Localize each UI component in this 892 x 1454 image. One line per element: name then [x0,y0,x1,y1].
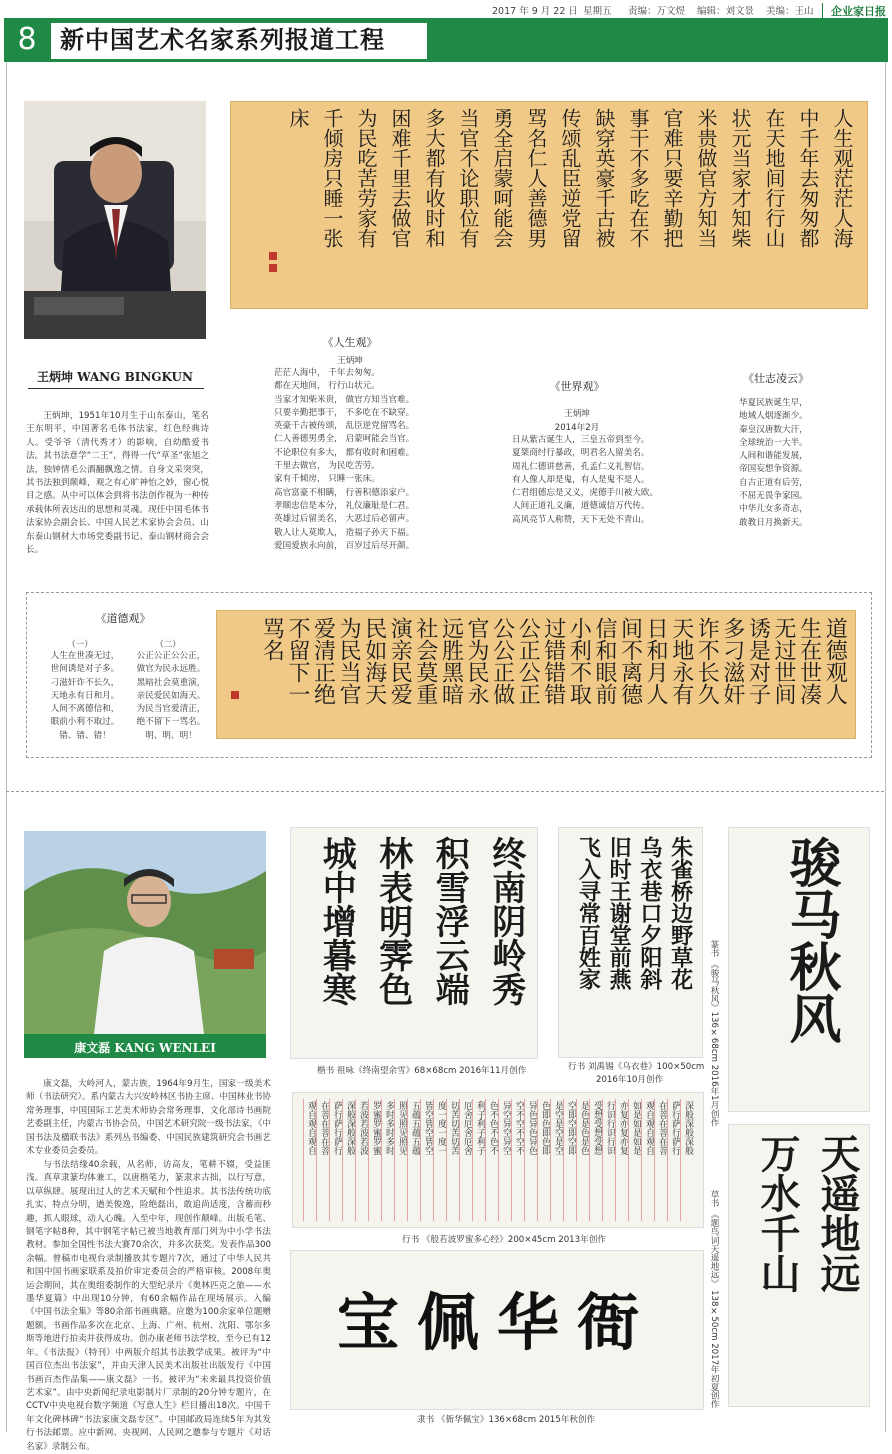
poem-body-zhuangzhi [739,397,839,530]
calligraphy-column: 公公正做 [489,617,515,705]
calligraphy-column: 状元当家才知柴 [728,108,752,248]
calligraphy-column: 度一度一度一 [436,1101,446,1155]
ruled-line [303,1099,304,1221]
seal-stamp [269,252,277,260]
ruled-line [602,1099,603,1221]
calligraphy-column: 如是如是如是 [631,1101,641,1155]
poem-line: 地域人烟逐渐少。 [739,411,808,422]
calligraphy-column: 间不离德 [617,617,643,705]
ruled-line [524,1099,525,1221]
calligraphy-column: 信和眼前 [591,617,617,705]
calligraphy-column: 萨行萨行萨行 [332,1101,342,1155]
artist1-name: 王炳坤 WANG BINGKUN [36,370,193,384]
calligraphy-column: 城中增暮寒 [316,836,357,1006]
poem-line: 仁人善德男勇全， 启蒙呵能会当官。 [274,434,415,445]
issue-date: 2017 年 9 月 22 日 [492,6,578,17]
calligraphy-column: 困难千里去做官 [388,108,412,248]
artwork-caption: 篆书 《骏马秋风》136×68cm 2016年1月创作 [709,940,719,1127]
calligraphy-column: 深般深般深般 [683,1101,693,1155]
poem-title-zhuangzhi: 《壮志凌云》 [743,372,809,385]
poem-line: 敬人让人莫欺人， 造福子孙天下福。 [274,527,415,538]
ruled-line [381,1099,382,1221]
poem-line: 高风亮节人称赞，天下无处不青山。 [512,514,650,525]
calligraphy-line: 宝佩华衙 [336,1286,657,1359]
calligraphy-column: 五蕴五蕴五蕴 [410,1101,420,1155]
ruled-line [498,1099,499,1221]
calligraphy-column: 在菩在菩在菩 [319,1101,329,1155]
calligraphy-column: 亦复亦复亦复 [618,1101,628,1155]
poem-line: 夏桀商纣行暴政，明君名人留美名。 [512,448,650,459]
calligraphy-column: 终南阴岭秀 [485,836,526,1006]
artwork-caption: 行书 《般若波罗蜜多心经》200×45cm 2013年创作 [402,1235,606,1245]
calligraphy-column: 色即色即色即 [540,1101,550,1155]
poem-title-renshengguan: 《人生观》 [322,336,378,349]
calligraphy-column: 切苦切苦切苦 [449,1101,459,1155]
poem-part-label: （二） [155,640,181,650]
poem-line: 人间不离德信和， [50,704,120,715]
artwork-caoshu [728,1124,870,1407]
artist2-name: 康文磊 KANG WENLEI [74,1041,216,1055]
calligraphy-column: 在天地间行行山 [762,108,786,248]
calligraphy-column: 官为民永 [464,617,490,705]
poem-line: 英雄过后留美名， 大恶过后必留声。 [274,514,415,525]
calligraphy-renshengguan [230,101,868,309]
calligraphy-column: 日和月人 [643,617,669,705]
calligraphy-column: 在菩在菩在菩 [657,1101,667,1155]
poem-line: 人间正道礼义廉，道德诚信万代传。 [512,501,650,512]
ruled-line [511,1099,512,1221]
poem-line: 高官富豪不相瞒， 行善积德添家户。 [274,487,415,498]
poem-line: 都在天地间， 行行山状元。 [274,381,380,392]
ruled-line [628,1099,629,1221]
ruled-line [407,1099,408,1221]
poem-line: 周礼仁德讲慈善，孔孟仁义礼智信。 [512,461,650,472]
poem-line: 日从紫古诞生人，三皇五帝到至今。 [512,435,650,445]
calligraphy-column: 万水千山 [754,1133,801,1293]
poem-line: 黑暗社会莫重演， [136,677,206,688]
seal-stamp [231,691,239,699]
calligraphy-column: 演亲民爱 [387,617,413,705]
editor-duty: 责编：万文煜 [628,6,686,17]
artwork-kaishu [290,827,538,1059]
calligraphy-column: 旧时王谢堂前燕 [606,836,633,990]
calligraphy-column: 观自观自观自 [644,1101,654,1155]
calligraphy-column: 深般深般深般 [345,1101,355,1155]
ruled-line [355,1099,356,1221]
artist1-bio: 王炳坤，1951年10月生于山东泰山，笔名王东明平，中国著名毛体书法家，红色经典诗人。受爷爷（清代秀才）的影响，自幼酷爱书法。其书法意学“二王”，得得一代“草圣”张旭之法，独钟情毛公酒翻飘逸之情。自身文采突突，其书法独到颠峰，观之有心旷神怡之妙，窗心悦目之感。从中可以体会到将书法创作视为一种传承载体所表达出的思想和灵魂。现任中国毛体书法家协会副会长、中国人民艺术家协会会员、山东泰山钢材大市场党委副书记、泰山钢材商会会长。 [26,411,209,556]
poem-line: 秦皇汉唐数大汗， [739,424,808,435]
calligraphy-column: 空不空不空不 [514,1101,524,1155]
poem-line: 亲民爱民如海天。 [136,690,206,701]
calligraphy-column: 不留下一 [284,617,310,705]
calligraphy-column: 受想受想受想 [592,1101,602,1155]
ruled-line [446,1099,447,1221]
calligraphy-column: 照见照见照见 [397,1101,407,1155]
ruled-line [342,1099,343,1221]
page-title: 新中国艺术名家系列报道工程 [60,25,385,54]
poem-line: 刁滋奸诈不长久， [50,677,120,688]
artwork-lishu [290,1250,704,1410]
ruled-line [615,1099,616,1221]
artwork-caption: 隶书 《衙华佩宝》136×68cm 2015年秋创作 [417,1415,596,1425]
poem-line: 错、错、错！ [59,730,111,741]
poem-line: 只要辛勤把事干， 不多吃在不缺穿。 [274,407,415,418]
ruled-line [368,1099,369,1221]
calligraphy-column: 积雪浮云端 [429,836,470,1006]
calligraphy-column: 飞入寻常百姓家 [575,836,602,990]
poem-part-label: （一） [67,640,93,650]
calligraphy-column: 多时多时多时 [384,1101,394,1155]
calligraphy-column: 生在世凑 [796,617,822,705]
calligraphy-column: 利子利子利子 [475,1101,485,1155]
seal-stamp [269,264,277,272]
poem-line: 敢教日月换新天。 [739,517,808,528]
calligraphy-column: 若波若波若波 [358,1101,368,1155]
poem-line: 千里去做官， 为民吃苦劳。 [274,461,380,472]
page-number: 8 [17,22,37,57]
calligraphy-column: 勇全启蒙呵能会 [490,108,514,248]
ruled-line [316,1099,317,1221]
poem-line: 为民当官爱清正， [136,704,206,715]
calligraphy-column: 是空是空是空 [553,1101,563,1155]
poem-line: 不屈无畏争家园。 [739,491,808,502]
calligraphy-column: 米贵做官方知当 [694,108,718,248]
ruled-line [537,1099,538,1221]
calligraphy-column: 官难只要辛勤把 [660,108,684,248]
calligraphy-column: 空即空即空即 [566,1101,576,1155]
poem-line: 仁君组德忘是又义，虎德手川被大欧。 [512,488,659,499]
poem-line: 帝国妄想争资源。 [739,464,808,475]
artist2-bio-p2: 与书法结缘40余载，从名师，访高友，笔耕不辍，受益匪浅。真草隶篆均体兼工，以唐楷笔力，篆隶求古拙，以行写意，以草纵肆。展现出过人的艺术天赋和个性追求。其书法传统功底扎实、特点分明，遒美俊逸，险绝磊出，敢追尚适度，含蓄而秒趣，抓人眼球，动人心魄。入至中年，现创作颠峰。出版毛笔、钢笔字帖8种，其中钢笔字帖已被当地教育部门列为中小学书法教材。参加全国性书法大赛70余次，并多次获奖。发表作品300余幅。曾稿市电视台录制播放其专题片7次，通过了中华人民共和国中国书画家联系及拍价审定委员会的严格审核。2008年奥运会期间，其在奥组委制作的大型纪录片《奥林匹克之旅——水墨华夏篇》中出现10分钟，有60余幅作品在现场展示。入编《中国书法全集》等80余部书画典籍。应邀为100余家单位题赠题额。书画作品多次在北京、上海、广州、杭州、沈阳、鄂尔多斯等地进行拍卖并获得成功。创办康老师书法学校，至今已有12年。《书法报》（特刊）中两版介绍其书法教学成果。被评为“中国百位杰出书法家”，并由天津人民美术出版社出版发行《中国书画百杰作品集——康文磊》一书。被评为“未来最具投资价值艺术家”。由中央新闻纪录电影制片厂录制的20分钟专题片，在CCTV中央电视台数字频道《写意人生》栏目播出18次。中国千年文化碑林碑“书法家康文磊专区”。中国邮政局连续5年为其发行书法邮票。应中新网、央视网、人民网之邀参与专题片《对话名家》录制公布。 [26,1160,271,1452]
artwork-zhuanshu [728,827,870,1112]
poem-author: 王炳坤 [337,356,363,366]
ruled-line [459,1099,460,1221]
ruled-line [680,1099,681,1221]
poem-line: 天地永有日和月。 [50,690,120,701]
calligraphy-column: 骏马秋风 [780,836,841,1044]
calligraphy-column: 公正公正 [515,617,541,705]
artist2-bio-p1: 康文磊，大岭河人，蒙古族，1964年9月生，国家一级美术师（书法研究）。系内蒙古大兴安岭林区书协主席、中国林业书协常务理事，中国国际工艺美术师协会常务理事，文化部诗书画院艺委副主任，内蒙古书协会员，中国艺术研究院一级书法家，《中国书法及楹联书法》系列丛书编委、中国民族建筑研究会书画艺术专业委员会委员。 [26,1079,271,1157]
calligraphy-column: 爱清正绝 [310,617,336,705]
calligraphy-column: 萨行萨行萨行 [670,1101,680,1155]
ruled-line [667,1099,668,1221]
calligraphy-column: 千倾房只睡一张 [320,108,344,248]
poem-title-shijieguan: 《世界观》 [549,380,605,393]
poem-line: 自古正道有后劳， [739,477,808,488]
calligraphy-column: 人生观茫茫人海 [830,108,854,248]
calligraphy-column: 天遥地远 [814,1133,861,1293]
calligraphy-column: 色不色不色不 [488,1101,498,1155]
poem-line: 茫茫人海中， 千年去匆匆。 [274,368,380,378]
artist2-photo [24,831,266,1034]
poem-line: 当家才知柴米贵， 做官方知当官难。 [274,394,415,405]
calligraphy-column: 林表明霁色 [372,836,413,1006]
calligraphy-column: 道德观人 [822,617,848,705]
ruled-line [472,1099,473,1221]
poem-author: 王炳坤 [564,409,590,419]
poem-body-daodeguan-1 [40,650,130,743]
calligraphy-column: 诈不长久 [694,617,720,705]
calligraphy-column: 中千年去匆匆都 [796,108,820,248]
artwork-caption: 行书 刘禹锡《乌衣巷》100×50cm [568,1062,705,1072]
calligraphy-column: 异空异空异空 [501,1101,511,1155]
calligraphy-column: 缺穿英豪千古被 [592,108,616,248]
calligraphy-column: 天地永有 [668,617,694,705]
ruled-line [420,1099,421,1221]
calligraphy-column: 床 [286,108,310,128]
calligraphy-column: 是色是色是色 [579,1101,589,1155]
calligraphy-column: 厄舍厄舍厄舍 [462,1101,472,1155]
poem-line: 世间诱是对子多。 [50,664,120,675]
calligraphy-column: 多大都有收时和 [422,108,446,248]
calligraphy-column: 无过世间 [771,617,797,705]
poem-date: 2014年2月 [554,423,600,433]
poem-line: 公正公正公公正， [136,651,206,661]
calligraphy-column: 骂名 [259,617,285,661]
section-divider [6,791,884,792]
calligraphy-daodeguan [216,610,856,739]
poem-line: 中华儿女多奇志， [739,504,808,515]
calligraphy-column: 远胜黑暗 [438,617,464,705]
ruled-line [654,1099,655,1221]
poem-title-daodeguan: 《道德观》 [95,612,151,625]
name-rule [28,388,204,389]
calligraphy-column: 观自观自观自 [306,1101,316,1155]
poem-line: 人生在世凑无过， [50,651,120,661]
calligraphy-column: 民如海天 [361,617,387,705]
calligraphy-column: 小利不取 [566,617,592,705]
ruled-line [394,1099,395,1221]
designer: 美编：王山 [766,6,814,17]
calligraphy-column: 诱是对子 [745,617,771,705]
ruled-line [576,1099,577,1221]
poem-line: 英豪千古被传颂， 乱臣逆党留骂名。 [274,421,415,432]
calligraphy-column: 为民当官 [336,617,362,705]
ruled-line [563,1099,564,1221]
ruled-line [641,1099,642,1221]
artwork-caption: 草书 《题鸟词天遥地远》 138×50cm 2017年初夏创作 [709,1190,719,1409]
ruled-line [550,1099,551,1221]
poem-body-daodeguan-2 [126,650,216,743]
calligraphy-column: 传颂乱臣逆党留 [558,108,582,248]
calligraphy-column: 行识行识行识 [605,1101,615,1155]
poem-body-renshengguan [274,367,444,553]
calligraphy-column: 多刁滋奸 [719,617,745,705]
poem-line: 孝顺忠信是本分， 礼仪廉耻是仁君。 [274,500,415,511]
poem-body-shijieguan [512,434,662,527]
calligraphy-column: 异色异色异色 [527,1101,537,1155]
ruled-line [329,1099,330,1221]
artwork-xinjing [292,1092,704,1228]
calligraphy-column: 为民吃苦劳家有 [354,108,378,248]
artwork-caption-date: 2016年10月创作 [596,1075,664,1085]
editor: 编辑：刘文景 [697,6,755,17]
poem-line: 人间和谐能发展， [739,451,808,462]
poem-line: 不论职位有多大， 都有收时和困难。 [274,447,415,458]
ruled-line [589,1099,590,1221]
poem-line: 全球统治一大半。 [739,437,808,448]
calligraphy-column: 骂名仁人善德男 [524,108,548,248]
ruled-line [433,1099,434,1221]
poem-line: 明、明、明！ [145,730,197,741]
calligraphy-column: 当官不论职位有 [456,108,480,248]
masthead-meta [0,0,892,18]
poem-line: 做官为民永远胜。 [136,664,206,675]
artist1-photo [24,101,206,339]
poem-line: 家有千倾房， 只睡一张床。 [274,474,380,485]
poem-line: 华夏民族诞生早， [739,398,808,408]
calligraphy-column: 过错错错 [540,617,566,705]
calligraphy-column: 罗蜜罗蜜罗蜜 [371,1101,381,1155]
paper-name: 企业家日报 [822,3,886,19]
poem-line: 眼前小利不取过。 [50,717,120,728]
issue-weekday: 星期五 [583,6,612,17]
calligraphy-column: 乌衣巷口夕阳斜 [636,836,663,990]
artwork-xingshu [558,827,703,1058]
calligraphy-column: 朱雀桥边野草花 [667,836,694,990]
calligraphy-column: 社会莫重 [412,617,438,705]
poem-line: 有人像人却是鬼，有人是鬼不是人。 [512,474,650,485]
ruled-line [485,1099,486,1221]
artwork-caption: 楷书 祖咏《终南望余雪》68×68cm 2016年11月创作 [317,1066,527,1076]
calligraphy-column: 皆空皆空皆空 [423,1101,433,1155]
calligraphy-column: 事干不多吃在不 [626,108,650,248]
poem-line: 爱国爱族永向前， 百岁过后尽开颜。 [274,540,415,551]
poem-line: 绝不留下一骂名。 [136,717,206,728]
